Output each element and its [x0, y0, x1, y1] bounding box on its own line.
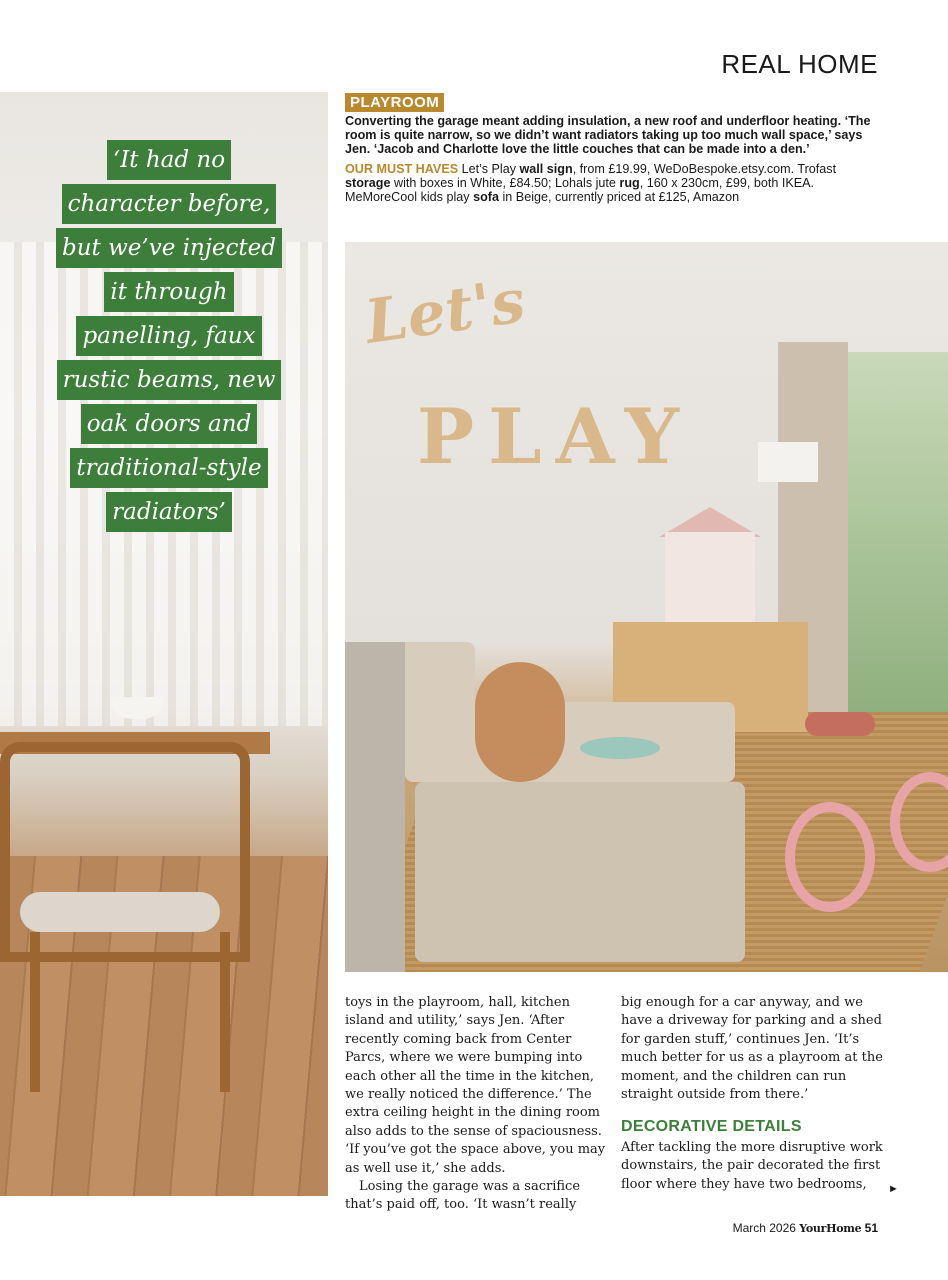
play-sofa: [405, 702, 735, 782]
play-sofa-base: [415, 782, 745, 962]
subheading: DECORATIVE DETAILS: [621, 1118, 802, 1136]
quote-line: radiators’: [106, 492, 232, 532]
chair-legs: [30, 932, 230, 1092]
tricycle-wheel: [785, 802, 875, 912]
quote-line: oak doors and: [81, 404, 258, 444]
must-haves-item: rug: [619, 176, 640, 190]
must-haves-item: wall sign: [519, 162, 573, 176]
pull-quote: [44, 138, 294, 534]
must-haves: [345, 162, 885, 204]
caption-text: Converting the garage meant adding insulation, a new roof and underfloor heating. ‘The room is quite narrow, so we didn’t want radiators taking up too much wall space,’ says Jen. ‘Jacob and Charlotte love the little couches that can be made into a den.’: [345, 114, 871, 156]
body-paragraph: After tackling the more disruptive work downstairs, the pair decorated the first floor where they have two bedrooms,: [621, 1139, 883, 1192]
must-haves-text: with boxes in White, £84.50; Lohals jute: [390, 176, 620, 190]
must-haves-label: OUR MUST HAVES: [345, 162, 459, 176]
window: [832, 352, 948, 712]
page-footer: [733, 1221, 878, 1235]
throw-blanket: [345, 642, 405, 972]
chair-seat: [20, 892, 220, 932]
must-haves-item: sofa: [473, 190, 499, 204]
issue-date: March 2026: [732, 1221, 796, 1235]
body-paragraph: Losing the garage was a sacrifice that’s paid off, too. ‘It wasn’t really: [345, 1179, 581, 1213]
body-column-2: [621, 994, 886, 1194]
must-haves-text: , from £19.99, WeDoBespoke.etsy.com. Trofast: [572, 162, 837, 176]
quote-line: character before,: [62, 184, 277, 224]
wall-sign-lets: Let's: [360, 266, 530, 358]
quote-line: traditional-style: [70, 448, 267, 488]
body-column-1: [345, 994, 610, 1215]
section-header: REAL HOME: [721, 49, 878, 79]
playroom-photo: [345, 242, 948, 972]
dollhouse: [665, 532, 755, 622]
must-haves-text: , 160 x 230cm, £99, both IKEA. MeMoreCool kids play: [345, 176, 815, 204]
quote-line: but we’ve injected: [56, 228, 282, 268]
floor-lamp: [758, 442, 818, 482]
quote-line: panelling, faux: [76, 316, 261, 356]
quote-line: rustic beams, new: [57, 360, 282, 400]
body-paragraph: big enough for a car anyway, and we have a driveway for parking and a shed for garden stuff,’ continues Jen. ‘It’s much better for us as a playroom at the moment, and the children can run straight outside from there.’: [621, 995, 883, 1103]
quote-line: ‘It had no: [107, 140, 231, 180]
must-haves-text: Let’s Play: [458, 162, 520, 176]
body-paragraph: toys in the playroom, hall, kitchen island and utility,’ says Jen. ‘After recently coming back from Center Parcs, where we were bumping into each other all the time in the kitchen, we really noticed the difference.’ The extra ceiling height in the dining room also adds to the sense of spaciousness. ‘If you’ve got the space above, you may as well use it,’ she adds.: [345, 995, 606, 1176]
playroom-caption-block: [345, 93, 885, 204]
continue-arrow-icon: ►: [888, 1183, 899, 1195]
magazine-brand: YourHome: [799, 1222, 862, 1235]
quote-line: it through: [104, 272, 233, 312]
tea-set: [580, 737, 660, 759]
must-haves-item: storage: [345, 176, 391, 190]
kicker-playroom: PLAYROOM: [345, 93, 444, 112]
page-number: 51: [864, 1221, 878, 1235]
wall-sign-play: PLAY: [417, 392, 694, 481]
teddy-bear: [475, 662, 565, 782]
tricycle-seat: [805, 712, 875, 736]
must-haves-text: in Beige, currently priced at £125, Amazon: [499, 190, 740, 204]
dining-room-photo: [0, 92, 328, 1196]
